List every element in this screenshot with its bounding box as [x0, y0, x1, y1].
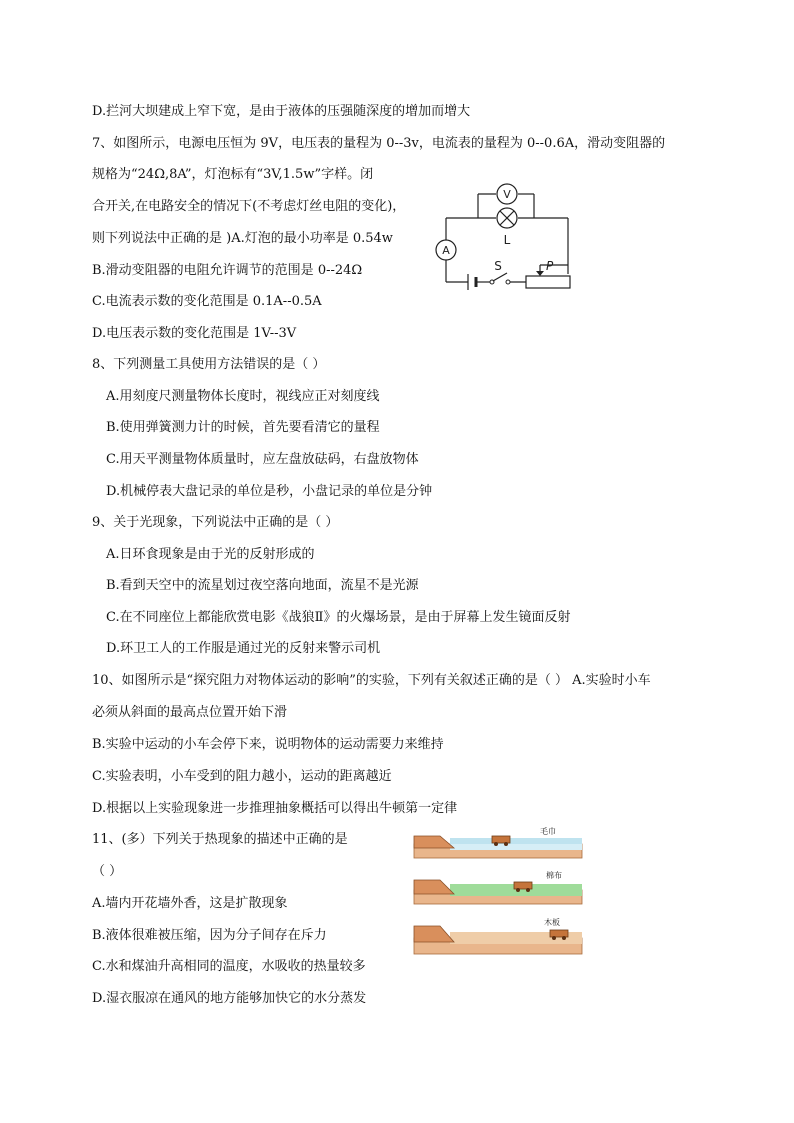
q11-option-b: B.液体很难被压缩，因为分子间存在斥力	[92, 928, 327, 943]
lamp-icon	[497, 208, 517, 228]
q11-stem-line1: 11、(多）下列关于热现象的描述中正确的是	[92, 832, 348, 847]
q7-stem-line1: 7、如图所示，电源电压恒为 9V，电压表的量程为 0--3v，电流表的量程为 0--0.6A，滑动变阻器的	[92, 136, 666, 151]
q7-option-c: C.电流表示数的变化范围是 0.1A--0.5A	[92, 294, 322, 309]
q7-stem-line2: 规格为“24Ω,8A”，灯泡标有“3V,1.5w”字样。闭	[92, 167, 374, 182]
q9-option-a: A.日环食现象是由于光的反射形成的	[106, 547, 315, 562]
q7-option-b: B.滑动变阻器的电阻允许调节的范围是 0--24Ω	[92, 263, 363, 278]
ammeter-label: A	[442, 244, 450, 257]
q9-option-c: C.在不同座位上都能欣赏电影《战狼Ⅱ》的火爆场景，是由于屏幕上发生镜面反射	[106, 610, 571, 625]
q11-option-a: A.墙内开花墙外香，这是扩散现象	[92, 896, 288, 911]
q10-option-b: B.实验中运动的小车会停下来，说明物体的运动需要力来维持	[92, 737, 444, 752]
surface-label-towel: 毛巾	[540, 827, 556, 836]
ramp-row-towel	[414, 826, 582, 858]
circuit-diagram	[428, 178, 578, 296]
q8-option-d: D.机械停表大盘记录的单位是秒，小盘记录的单位是分钟	[106, 484, 433, 499]
lamp-label: L	[503, 233, 511, 247]
q9-stem: 9、关于光现象，下列说法中正确的是（ ）	[92, 515, 339, 530]
q7-stem-line3: 合开关,在电路安全的情况下(不考虑灯丝电阻的变化)，	[92, 199, 406, 214]
q8-option-b: B.使用弹簧测力计的时候，首先要看清它的量程	[106, 420, 380, 435]
ramp-row-cloth	[414, 870, 582, 904]
q7-stem-line4: 则下列说法中正确的是 )A.灯泡的最小功率是 0.54w	[92, 231, 393, 246]
q11-option-c: C.水和煤油升高相同的温度，水吸收的热量较多	[92, 959, 366, 974]
q11-option-d: D.湿衣服凉在通风的地方能够加快它的水分蒸发	[92, 991, 367, 1006]
q8-option-a: A.用刻度尺测量物体长度时，视线应正对刻度线	[106, 389, 380, 404]
battery-icon	[468, 274, 476, 290]
q10-stem-line2: 必须从斜面的最高点位置开始下滑	[92, 705, 288, 720]
q11-stem-line2: （ ）	[92, 864, 123, 879]
q10-option-d: D.根据以上实验现象进一步推理抽象概括可以得出牛顿第一定律	[92, 801, 458, 816]
q10-stem-line1: 10、如图所示是“探究阻力对物体运动的影响”的实验，下列有关叙述正确的是（ ） A.实验时小车	[92, 673, 651, 688]
slider-label: P	[546, 259, 554, 273]
voltmeter-label: V	[503, 188, 511, 201]
q9-option-b: B.看到天空中的流星划过夜空落向地面，流星不是光源	[106, 578, 419, 593]
q6-option-d: D.拦河大坝建成上窄下宽，是由于液体的压强随深度的增加而增大	[92, 104, 471, 119]
slider-arrow-icon	[536, 271, 544, 276]
q10-option-c: C.实验表明，小车受到的阻力越小，运动的距离越近	[92, 769, 392, 784]
q7-option-d: D.电压表示数的变化范围是 1V--3V	[92, 326, 297, 341]
ramp-experiment-figure	[410, 826, 586, 960]
switch-label: S	[494, 259, 502, 273]
surface-label-board: 木板	[544, 918, 560, 927]
q8-option-c: C.用天平测量物体质量时，应左盘放砝码，右盘放物体	[106, 452, 419, 467]
q8-stem: 8、下列测量工具使用方法错误的是（ ）	[92, 357, 326, 372]
ramp-row-board	[414, 917, 582, 954]
surface-label-cloth: 棉布	[546, 871, 562, 880]
switch-icon	[490, 273, 510, 284]
q9-option-d: D.环卫工人的工作服是通过光的反射来警示司机	[106, 641, 381, 656]
